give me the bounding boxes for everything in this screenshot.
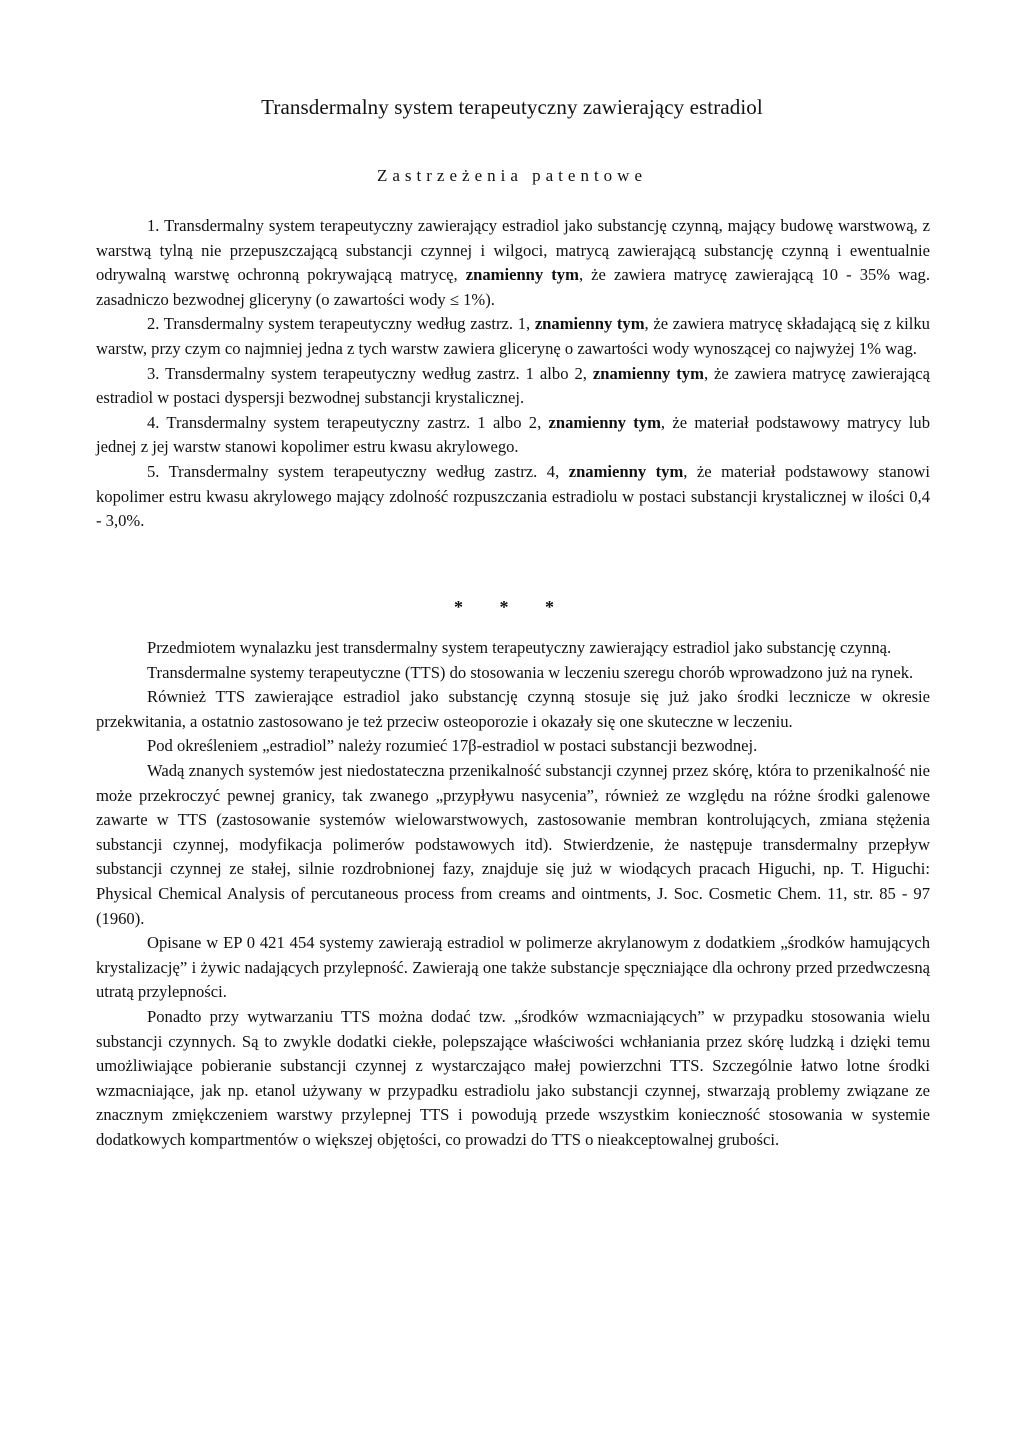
- document-title: Transdermalny system terapeutyczny zawierający estradiol: [261, 95, 763, 119]
- claim-1-text: 1. Transdermalny system terapeutyczny zawierający estradiol jako substancję czynną, mający budowę warstwową, z warstwą tylną nie przepuszczającą substancji czynnej i wilgoci, matrycą zawierającą substancję czynną i ewentualnie odrywalną warstwę ochronną pokrywającą matrycę,: [96, 216, 930, 285]
- claim-4: [96, 411, 930, 460]
- description-paragraph: Pod określeniem „estradiol” należy rozumieć 17β-estradiol w postaci substancji bezwodnej.: [147, 736, 758, 756]
- description-paragraph: Przedmiotem wynalazku jest transdermalny system terapeutyczny zawierający estradiol jako substancję czynną.: [147, 638, 892, 657]
- claim-2: [96, 312, 930, 361]
- description-paragraph: Ponadto przy wytwarzaniu TTS można dodać tzw. „środków wzmacniających” w przypadku stosowania wielu substancji czynnych. Są to zwykle dodatki ciekłe, polepszające właściwości wchłaniania przez skórę ludzką i dzięki temu umożliwiające pobieranie substancji czynnej z wystarczająco małej powierzchni TTS. Szczególnie łatwo lotne środki wzmacniające, jak np. etanol używany w przypadku estradiolu jako substancji czynnej, stwarzają problemy związane ze znacznym zmiękczeniem warstwy przylepnej TTS i powodują przede wszystkim konieczność stosowania w systemie dodatkowych kompartmentów o większej objętości, co prowadzi do TTS o nieakceptowalnej grubości.: [96, 1006, 930, 1149]
- claim-3-text: 3. Transdermalny system terapeutyczny według zastrz. 1 albo 2,: [147, 363, 593, 383]
- description-paragraph: Również TTS zawierające estradiol jako substancję czynną stosuje się już jako środki lecznicze w okresie przekwitania, a ostatnio zastosowano je też przeciw osteoporozie i okazały się one skuteczne w leczeniu.: [96, 687, 930, 731]
- claim-2-keyword: znamienny tym: [534, 314, 645, 334]
- description-paragraph: Opisane w EP 0 421 454 systemy zawierają estradiol w polimerze akrylanowym z dodatkiem „środków hamujących krystalizację” i żywic nadających przylepność. Zawierają one także substancje spęczniające dla ochrony przed przedwczesną utratą przylepności.: [96, 933, 930, 1002]
- claim-3-text-cont: , że zawiera matrycę zawierającą estradiol w postaci dyspersji bezwodnej substancji krystalicznej.: [96, 363, 930, 408]
- claim-4-text: 4. Transdermalny system terapeutyczny zastrz. 1 albo 2,: [147, 412, 549, 432]
- claim-3-keyword: znamienny tym: [592, 363, 704, 383]
- description-body: [96, 636, 930, 1152]
- claim-5-text: 5. Transdermalny system terapeutyczny według zastrz. 4,: [147, 461, 569, 481]
- description-paragraph: Transdermalne systemy terapeutyczne (TTS) do stosowania w leczeniu szeregu chorób wprowadzono już na rynek.: [147, 662, 914, 682]
- claim-3: [96, 362, 930, 411]
- claim-5-text-cont: , że materiał podstawowy stanowi kopolimer estru kwasu akrylowego mający zdolność rozpuszczania estradiolu w postaci substancji krystalicznej w ilości 0,4 - 3,0%.: [96, 461, 930, 531]
- claim-2-text-cont: , że zawiera matrycę składającą się z kilku warstw, przy czym co najmniej jedna z tych warstw zawiera glicerynę o zawartości wody wynoszącej co najwyżej 1% wag.: [96, 314, 930, 358]
- claim-4-text-cont: , że materiał podstawowy matrycy lub jednej z jej warstw stanowi kopolimer estru kwasu akrylowego.: [96, 412, 930, 457]
- claim-1-keyword: znamienny tym: [465, 265, 579, 285]
- section-heading: Zastrzeżenia patentowe: [377, 166, 647, 185]
- claim-5-keyword: znamienny tym: [568, 461, 684, 481]
- section-separator: * * *: [454, 597, 570, 617]
- claim-1-text-cont: , że zawiera matrycę zawierającą 10 - 35% wag. zasadniczo bezwodnej gliceryny (o zawartości wody ≤ 1%).: [96, 265, 930, 309]
- claim-2-text: 2. Transdermalny system terapeutyczny według zastrz. 1,: [147, 314, 535, 334]
- description-paragraph: Wadą znanych systemów jest niedostateczna przenikalność substancji czynnej przez skórę, która to przenikalność nie może przekroczyć pewnej granicy, tak zwanego „przypływu nasycenia”, również ze względu na różne środki galenowe zawarte w TTS (zastosowanie systemów wielowarstwowych, zastosowanie membran kontrolujących, zmiana stężenia substancji czynnej, modyfikacja polimerów podstawowych itd). Stwierdzenie, że następuje transdermalny przepływ substancji czynnej ze stałej, silnie rozdrobnionej fazy, znajduje się już w wiodących pracach Higuchi, np. T. Higuchi: Physical Chemical Analysis of percutaneous process from creams and ointments, J. Soc. Cosmetic Chem. 11, str. 85 - 97 (1960).: [96, 760, 930, 928]
- claims-list: [96, 214, 930, 534]
- claim-4-keyword: znamienny tym: [548, 412, 661, 432]
- claim-5: [96, 460, 930, 534]
- claim-1: [96, 214, 930, 312]
